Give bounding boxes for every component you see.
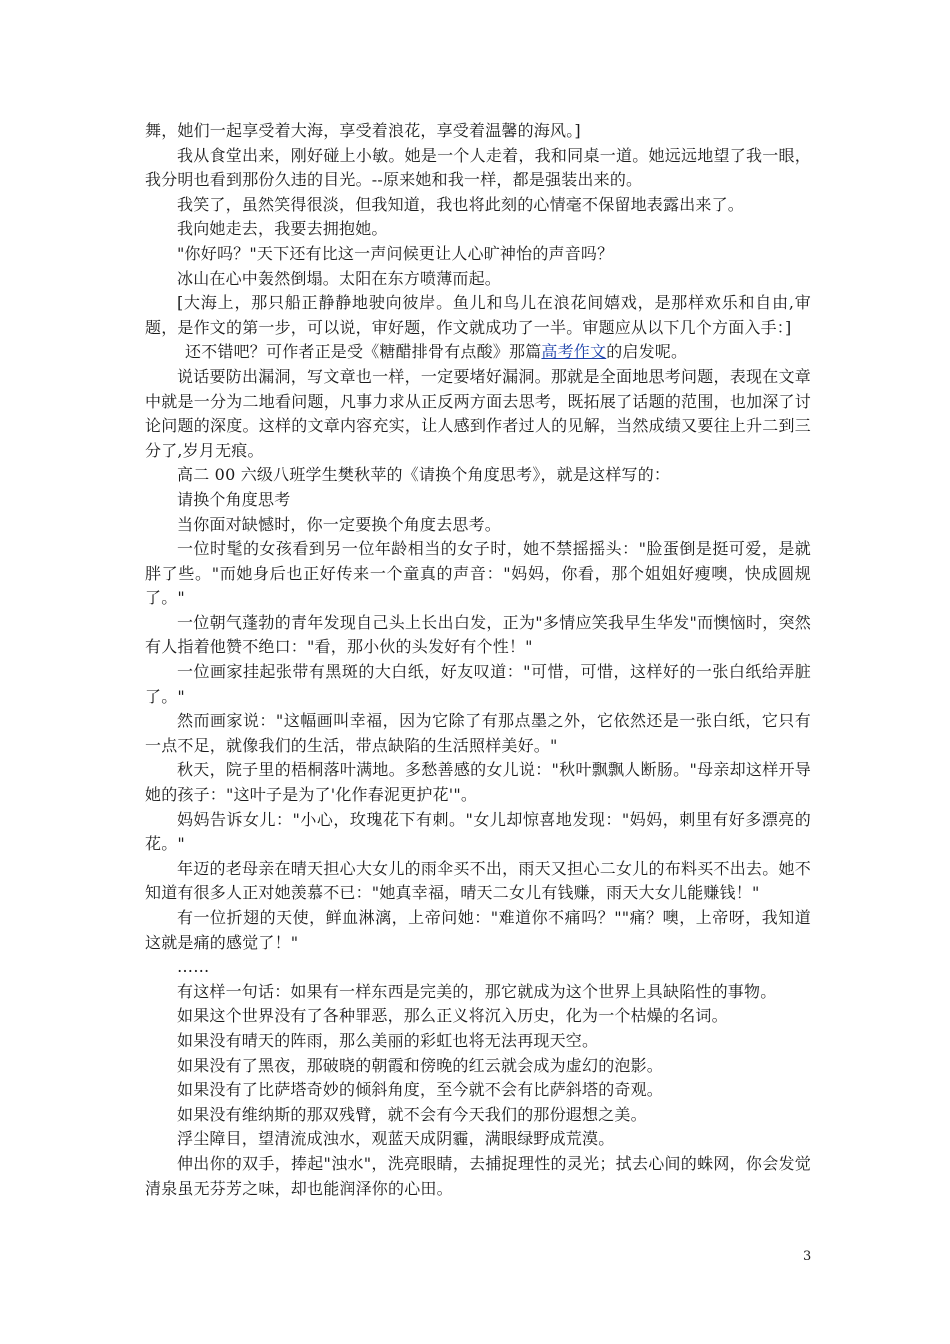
paragraph: 有一位折翅的天使，鲜血淋漓，上帝问她："难道你不痛吗？""痛？噢，上帝呀，我知道这就是痛的感觉了！" (145, 908, 811, 952)
paragraph: 我从食堂出来，刚好碰上小敏。她是一个人走着，我和同桌一道。她远远地望了我一眼，我分明也看到那份久违的目光。--原来她和我一样，都是强装出来的。 (145, 145, 811, 190)
paragraph: 一位朝气蓬勃的青年发现自己头上长出白发，正为"多情应笑我早生华发"而懊恼时，突然有人指着他赞不绝口："看，那小伙的头发好有个性！" (145, 612, 811, 657)
gaokao-essay-link[interactable]: 高考作文 (541, 342, 607, 362)
paragraph: 如果没有了比萨塔奇妙的倾斜角度，至今就不会有比萨斜塔的奇观。 (177, 1080, 664, 1100)
paragraph: 如果没有晴天的阵雨，那么美丽的彩虹也将无法再现天空。 (177, 1030, 599, 1050)
paragraph: 浮尘障目，望清流成浊水，观蓝天成阴霾，满眼绿野成荒漠。 (177, 1129, 615, 1149)
paragraph: 高二 00 六级八班学生樊秋苹的《请换个角度思考》，就是这样写的： (177, 465, 671, 485)
paragraph: 一位时髦的女孩看到另一位年龄相当的女子时，她不禁摇摇头："脸蛋倒是挺可爱，是就胖了些。"而她身后也正好传来一个童真的声音："妈妈，你看，那个姐姐好瘦噢，快成圆规了。" (145, 539, 811, 608)
paragraph: "你好吗？"天下还有比这一声问候更让人心旷神怡的声音吗？ (177, 243, 614, 263)
paragraph: 有这样一句话：如果有一样东西是完美的，那它就成为这个世界上具缺陷性的事物。 (177, 981, 777, 1001)
paragraph: 妈妈告诉女儿："小心，玫瑰花下有刺。"女儿却惊喜地发现："妈妈，刺里有好多漂亮的花。" (145, 809, 811, 854)
paragraph-continuation: 舞，她们一起享受着大海，享受着浪花，享受着温馨的海风。] (145, 121, 581, 140)
paragraph: 然而画家说："这幅画叫幸福，因为它除了有那点墨之外，它依然还是一张白纸，它只有一点不足，就像我们的生活，带点缺陷的生活照样美好。" (145, 711, 811, 755)
paragraph: 说话要防出漏洞，写文章也一样，一定要堵好漏洞。那就是全面地思考问题，表现在文章中就是一分为二地看问题，凡事力求从正反两方面去思考，既拓展了话题的范围，也加深了讨论问题的深度。这样的文章内容充实，让人感到作者过人的见解，当然成绩又要往上升二到三分了,岁月无痕。 (145, 366, 811, 460)
link-paragraph-before: 还不错吧？可作者正是受《糖醋排骨有点酸》那篇 (185, 342, 542, 362)
essay-title: 请换个角度思考 (177, 489, 291, 509)
paragraph: 如果这个世界没有了各种罪恶，那么正义将沉入历史，化为一个枯燥的名词。 (177, 1006, 728, 1026)
paragraph: 一位画家挂起张带有黑斑的大白纸，好友叹道："可惜，可惜，这样好的一张白纸给弄脏了。" (145, 662, 811, 706)
paragraph: 当你面对缺憾时，你一定要换个角度去思考。 (177, 514, 502, 534)
paragraph: 秋天，院子里的梧桐落叶满地。多愁善感的女儿说："秋叶飘飘人断肠。"母亲却这样开导她的孩子："这叶子是为了'化作春泥更护花'"。 (145, 760, 811, 805)
paragraph: 如果没有维纳斯的那双残臂，就不会有今天我们的那份遐想之美。 (177, 1104, 647, 1124)
paragraph: 年迈的老母亲在晴天担心大女儿的雨伞买不出，雨天又担心二女儿的布料买不出去。她不知道有很多人正对她羡慕不已："她真幸福，晴天二女儿有钱赚，雨天大女儿能赚钱！" (145, 858, 811, 903)
paragraph: 冰山在心中轰然倒塌。太阳在东方喷薄而起。 (177, 268, 502, 288)
page-number: 3 (803, 1249, 812, 1264)
paragraph-bracketed: [大海上，那只船正静静地驶向彼岸。鱼儿和鸟儿在浪花间嬉戏，是那样欢乐和自由,审题，是作文的第一步，可以说，审好题，作文就成功了一半。审题应从以下几个方面入手：] (145, 293, 811, 337)
ellipsis: …… (177, 957, 210, 977)
paragraph: 我向她走去，我要去拥抱她。 (177, 219, 388, 239)
paragraph: 伸出你的双手，捧起"浊水"，洗亮眼睛，去捕捉理性的灵光；拭去心间的蛛网，你会发觉清泉虽无芬芳之味，却也能润泽你的心田。 (145, 1153, 811, 1198)
link-paragraph-after: 的启发呢。 (606, 342, 688, 362)
document-body (145, 119, 811, 1201)
paragraph: 我笑了，虽然笑得很淡，但我知道，我也将此刻的心情毫不保留地表露出来了。 (177, 194, 745, 214)
paragraph: 如果没有了黑夜，那破晓的朝霞和傍晚的红云就会成为虚幻的泡影。 (177, 1055, 664, 1075)
paragraph-with-link (145, 340, 811, 365)
